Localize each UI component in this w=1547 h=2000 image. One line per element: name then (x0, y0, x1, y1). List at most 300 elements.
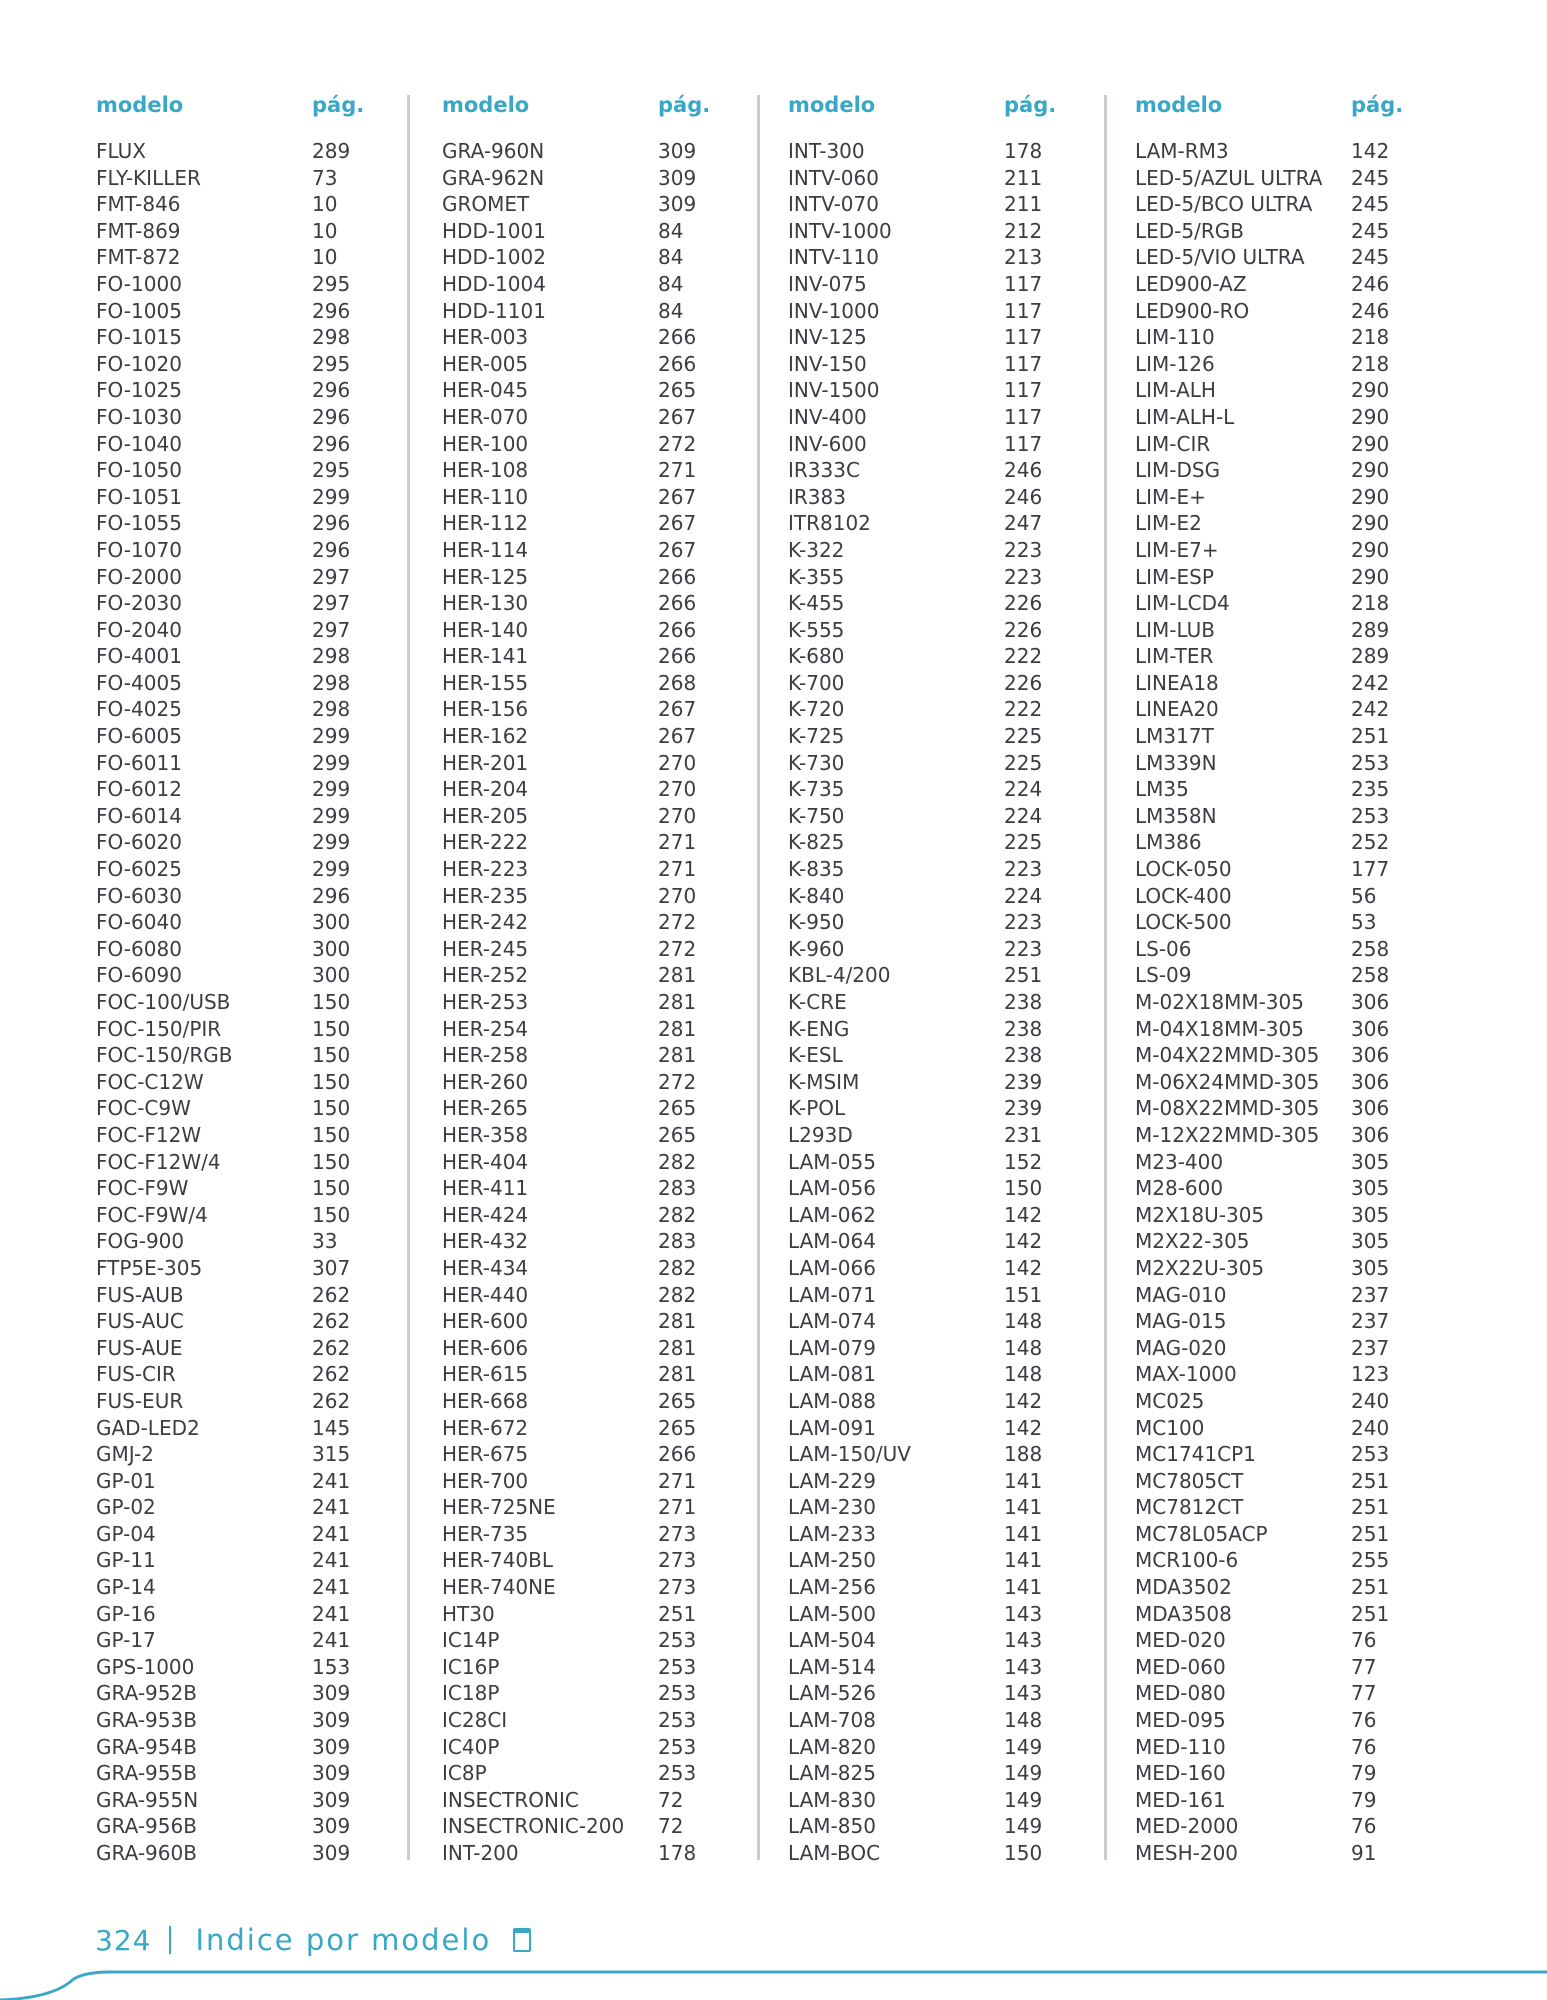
index-row (96, 564, 396, 591)
page-ref: 56 (1351, 883, 1377, 908)
index-row (1135, 271, 1435, 298)
index-row (788, 936, 1088, 963)
model-code: HER-125 (442, 564, 529, 589)
index-row (1135, 909, 1435, 936)
model-code: M-04X18MM-305 (1135, 1016, 1304, 1041)
index-row (442, 989, 742, 1016)
index-row (96, 457, 396, 484)
model-code: IC14P (442, 1628, 500, 1653)
model-code: FO-1020 (96, 351, 182, 376)
index-row (96, 537, 396, 564)
model-code: IC16P (442, 1654, 500, 1679)
index-row (788, 829, 1088, 856)
model-code: LED-5/AZUL ULTRA (1135, 165, 1323, 190)
index-column-4 (1135, 88, 1435, 1865)
index-row (442, 670, 742, 697)
index-row (96, 962, 396, 989)
model-code: ITR8102 (788, 511, 871, 536)
page-ref: 237 (1351, 1309, 1390, 1334)
index-row (96, 1574, 396, 1601)
index-row (96, 696, 396, 723)
page-ref: 281 (658, 1362, 697, 1387)
index-row (442, 1787, 742, 1814)
index-row (1135, 1069, 1435, 1096)
page-ref: 251 (1351, 1601, 1390, 1626)
index-row (1135, 244, 1435, 271)
model-code: LIM-110 (1135, 325, 1215, 350)
model-code: LAM-BOC (788, 1841, 881, 1865)
index-row (788, 1441, 1088, 1468)
index-row (1135, 1361, 1435, 1388)
page-ref: 177 (1351, 857, 1390, 882)
model-code: LAM-250 (788, 1548, 876, 1573)
index-row (788, 244, 1088, 271)
model-code: M-06X24MMD-305 (1135, 1069, 1320, 1094)
index-row (96, 617, 396, 644)
page-ref: 72 (658, 1787, 684, 1812)
page-ref: 270 (658, 777, 697, 802)
page-ref: 211 (1004, 165, 1043, 190)
index-row (1135, 1601, 1435, 1628)
model-code: FO-6040 (96, 910, 182, 935)
index-row (1135, 829, 1435, 856)
model-code: LOCK-400 (1135, 883, 1232, 908)
page-ref: 282 (658, 1202, 697, 1227)
page-ref: 141 (1004, 1468, 1043, 1493)
page-ref: 240 (1351, 1415, 1390, 1440)
model-header: modelo (96, 93, 184, 117)
index-row (96, 1228, 396, 1255)
model-code: HER-108 (442, 458, 529, 483)
model-code: MAG-015 (1135, 1309, 1227, 1334)
page-ref: 298 (312, 670, 351, 695)
model-code: K-725 (788, 724, 845, 749)
model-code: HER-205 (442, 803, 529, 828)
page-ref: 150 (312, 1122, 351, 1147)
model-code: LS-06 (1135, 936, 1192, 961)
index-row (788, 218, 1088, 245)
page-ref: 245 (1351, 218, 1390, 243)
page-ref: 305 (1351, 1176, 1390, 1201)
model-code: LM386 (1135, 830, 1202, 855)
page-ref: 141 (1004, 1495, 1043, 1520)
model-code: LIM-LUB (1135, 617, 1216, 642)
page-ref: 281 (658, 1016, 697, 1041)
index-row (788, 750, 1088, 777)
model-code: FOC-F12W (96, 1122, 202, 1147)
index-row (442, 1494, 742, 1521)
page-ref: 241 (312, 1521, 351, 1546)
index-row (96, 377, 396, 404)
model-code: FOC-C9W (96, 1096, 191, 1121)
model-code: FO-6030 (96, 883, 182, 908)
page-ref: 266 (658, 591, 697, 616)
page-ref: 267 (658, 537, 697, 562)
page-ref: 299 (312, 830, 351, 855)
index-list (788, 138, 1088, 1867)
model-code: M2X18U-305 (1135, 1202, 1265, 1227)
index-row (96, 271, 396, 298)
page-ref: 290 (1351, 564, 1390, 589)
page-ref: 84 (658, 245, 684, 270)
model-code: LAM-091 (788, 1415, 876, 1440)
model-code: MC7805CT (1135, 1468, 1244, 1493)
model-code: K-840 (788, 883, 845, 908)
model-code: FO-6080 (96, 936, 182, 961)
model-code: LM358N (1135, 803, 1217, 828)
index-row (442, 909, 742, 936)
page-ref: 117 (1004, 298, 1043, 323)
model-code: HER-725NE (442, 1495, 556, 1520)
index-row (442, 244, 742, 271)
index-row (96, 1468, 396, 1495)
index-row (442, 1840, 742, 1867)
page-ref: 251 (1351, 1575, 1390, 1600)
page-ref: 297 (312, 564, 351, 589)
page-ref: 305 (1351, 1229, 1390, 1254)
model-code: K-POL (788, 1096, 846, 1121)
model-code: LIM-LCD4 (1135, 591, 1230, 616)
page-footer (95, 1920, 531, 1960)
model-code: HER-434 (442, 1255, 529, 1280)
page-ref: 267 (658, 484, 697, 509)
index-row (1135, 1016, 1435, 1043)
page-ref: 150 (312, 1016, 351, 1041)
index-row (788, 1521, 1088, 1548)
model-code: LAM-088 (788, 1388, 876, 1413)
index-row (1135, 1122, 1435, 1149)
model-code: FO-6025 (96, 857, 182, 882)
model-code: GP-04 (96, 1521, 156, 1546)
model-code: INTV-1000 (788, 218, 892, 243)
index-row (1135, 1840, 1435, 1867)
model-code: INV-400 (788, 404, 867, 429)
index-row (788, 643, 1088, 670)
model-code: GROMET (442, 192, 530, 217)
index-row (788, 1016, 1088, 1043)
page-ref: 300 (312, 963, 351, 988)
index-row (788, 1042, 1088, 1069)
page-ref: 296 (312, 298, 351, 323)
index-row (788, 1335, 1088, 1362)
index-row (96, 750, 396, 777)
page-ref: 300 (312, 910, 351, 935)
index-row (1135, 1228, 1435, 1255)
model-code: INSECTRONIC-200 (442, 1814, 625, 1839)
index-row (96, 191, 396, 218)
index-row (96, 1813, 396, 1840)
page-ref: 290 (1351, 484, 1390, 509)
index-row (442, 1654, 742, 1681)
model-code: KBL-4/200 (788, 963, 891, 988)
page-ref: 235 (1351, 777, 1390, 802)
page-ref: 295 (312, 351, 351, 376)
index-row (1135, 377, 1435, 404)
model-code: K-ENG (788, 1016, 850, 1041)
model-code: HDD-1001 (442, 218, 546, 243)
page-ref: 231 (1004, 1122, 1043, 1147)
page-ref: 307 (312, 1255, 351, 1280)
page-ref: 213 (1004, 245, 1043, 270)
model-code: K-730 (788, 750, 845, 775)
page-ref: 290 (1351, 431, 1390, 456)
model-code: LAM-062 (788, 1202, 876, 1227)
page-ref: 251 (1351, 1521, 1390, 1546)
model-code: HER-668 (442, 1388, 529, 1413)
model-code: LAM-500 (788, 1601, 876, 1626)
index-row (1135, 1494, 1435, 1521)
page-ref: 289 (312, 139, 351, 163)
model-code: HER-432 (442, 1229, 529, 1254)
page-ref: 239 (1004, 1096, 1043, 1121)
page-ref: 258 (1351, 963, 1390, 988)
index-row (96, 776, 396, 803)
index-row (1135, 1042, 1435, 1069)
index-row (788, 404, 1088, 431)
page-ref: 299 (312, 484, 351, 509)
model-code: FO-1025 (96, 378, 182, 403)
model-code: K-735 (788, 777, 845, 802)
model-code: MED-110 (1135, 1734, 1226, 1759)
index-row (788, 1255, 1088, 1282)
index-column-2 (442, 88, 742, 1865)
index-row (96, 484, 396, 511)
page-ref: 73 (312, 165, 338, 190)
page-ref: 251 (1351, 1468, 1390, 1493)
index-row (96, 670, 396, 697)
model-code: HER-223 (442, 857, 529, 882)
page-ref: 290 (1351, 404, 1390, 429)
model-code: LED-5/BCO ULTRA (1135, 192, 1313, 217)
page-ref: 251 (1351, 724, 1390, 749)
page-ref: 253 (1351, 750, 1390, 775)
page-ref: 305 (1351, 1149, 1390, 1174)
model-code: LAM-504 (788, 1628, 876, 1653)
page-ref: 300 (312, 936, 351, 961)
page-ref: 241 (312, 1468, 351, 1493)
page-ref: 33 (312, 1229, 338, 1254)
page-ref: 141 (1004, 1521, 1043, 1546)
model-code: FO-2000 (96, 564, 182, 589)
model-code: LM317T (1135, 724, 1214, 749)
column-header (442, 88, 742, 126)
footer-wave-line (0, 1960, 1547, 2000)
model-code: GP-11 (96, 1548, 156, 1573)
index-row (788, 1680, 1088, 1707)
index-row (788, 1415, 1088, 1442)
page-ref: 76 (1351, 1734, 1377, 1759)
model-code: INV-125 (788, 325, 867, 350)
page-ref: 149 (1004, 1787, 1043, 1812)
model-code: FO-4025 (96, 697, 182, 722)
page-ref: 148 (1004, 1309, 1043, 1334)
page-ref: 266 (658, 644, 697, 669)
index-row (788, 1282, 1088, 1309)
model-code: FO-6020 (96, 830, 182, 855)
page-ref: 309 (312, 1841, 351, 1865)
model-code: LAM-233 (788, 1521, 876, 1546)
page-ref: 211 (1004, 192, 1043, 217)
model-code: MED-020 (1135, 1628, 1226, 1653)
model-code: HER-735 (442, 1521, 529, 1546)
page-ref: 309 (312, 1734, 351, 1759)
model-code: MCR100-6 (1135, 1548, 1239, 1573)
model-code: FO-6011 (96, 750, 182, 775)
index-row (96, 856, 396, 883)
index-row (788, 1707, 1088, 1734)
model-code: FO-1040 (96, 431, 182, 456)
index-row (442, 1282, 742, 1309)
index-row (96, 1601, 396, 1628)
index-row (442, 1813, 742, 1840)
model-code: INTV-060 (788, 165, 879, 190)
index-row (442, 1547, 742, 1574)
index-row (1135, 1654, 1435, 1681)
index-row (1135, 1787, 1435, 1814)
index-row (1135, 1680, 1435, 1707)
index-row (96, 298, 396, 325)
index-row (788, 1228, 1088, 1255)
model-code: MDA3508 (1135, 1601, 1232, 1626)
model-code: FO-1051 (96, 484, 182, 509)
model-code: HER-100 (442, 431, 529, 456)
model-code: LAM-514 (788, 1654, 876, 1679)
page-ref: 238 (1004, 1043, 1043, 1068)
model-code: FO-1030 (96, 404, 182, 429)
index-row (788, 1069, 1088, 1096)
index-row (442, 590, 742, 617)
index-row (788, 1122, 1088, 1149)
index-row (96, 723, 396, 750)
index-row (96, 936, 396, 963)
page-number: 324 (95, 1923, 152, 1957)
page-ref: 77 (1351, 1681, 1377, 1706)
model-code: LAM-830 (788, 1787, 876, 1812)
index-row (1135, 191, 1435, 218)
page-ref: 151 (1004, 1282, 1043, 1307)
model-code: MED-2000 (1135, 1814, 1239, 1839)
index-row (1135, 1282, 1435, 1309)
model-code: INV-075 (788, 271, 867, 296)
index-row (788, 1494, 1088, 1521)
index-row (1135, 617, 1435, 644)
index-row (1135, 1415, 1435, 1442)
model-code: K-MSIM (788, 1069, 860, 1094)
model-code: LAM-150/UV (788, 1442, 911, 1467)
page-ref: 76 (1351, 1814, 1377, 1839)
model-code: LOCK-050 (1135, 857, 1232, 882)
model-code: M28-600 (1135, 1176, 1224, 1201)
model-code: K-750 (788, 803, 845, 828)
index-row (1135, 856, 1435, 883)
page-ref: 281 (658, 990, 697, 1014)
index-row (96, 1388, 396, 1415)
index-row (96, 643, 396, 670)
index-row (442, 776, 742, 803)
index-row (442, 856, 742, 883)
page-ref: 253 (658, 1708, 697, 1733)
index-row (1135, 1760, 1435, 1787)
index-row (442, 883, 742, 910)
page-ref: 218 (1351, 351, 1390, 376)
page-ref: 253 (1351, 1442, 1390, 1467)
model-code: M-12X22MMD-305 (1135, 1122, 1320, 1147)
index-row (1135, 351, 1435, 378)
model-code: LAM-071 (788, 1282, 876, 1307)
page-header: pág. (1351, 93, 1404, 117)
index-row (788, 1361, 1088, 1388)
page-ref: 237 (1351, 1282, 1390, 1307)
page-ref: 152 (1004, 1149, 1043, 1174)
page-ref: 309 (312, 1761, 351, 1786)
page-ref: 10 (312, 218, 338, 243)
model-code: LAM-055 (788, 1149, 876, 1174)
index-row (1135, 1255, 1435, 1282)
page-ref: 272 (658, 431, 697, 456)
index-row (1135, 138, 1435, 165)
page-ref: 273 (658, 1548, 697, 1573)
model-code: GRA-954B (96, 1734, 197, 1759)
page-ref: 271 (658, 830, 697, 855)
index-row (1135, 298, 1435, 325)
index-row (442, 1069, 742, 1096)
model-code: LIM-DSG (1135, 458, 1221, 483)
model-code: FOC-150/RGB (96, 1043, 233, 1068)
index-row (442, 404, 742, 431)
model-code: HER-110 (442, 484, 529, 509)
page-ref: 238 (1004, 1016, 1043, 1041)
index-row (1135, 484, 1435, 511)
page-ref: 223 (1004, 857, 1043, 882)
model-code: LAM-825 (788, 1761, 876, 1786)
model-code: LAM-850 (788, 1814, 876, 1839)
index-row (788, 1149, 1088, 1176)
page-ref: 150 (312, 1202, 351, 1227)
index-row (788, 1601, 1088, 1628)
model-code: IC40P (442, 1734, 500, 1759)
index-row (788, 1175, 1088, 1202)
page-ref: 296 (312, 537, 351, 562)
page-ref: 143 (1004, 1681, 1043, 1706)
page-ref: 238 (1004, 990, 1043, 1014)
index-row (442, 1468, 742, 1495)
model-code: HER-235 (442, 883, 529, 908)
model-code: K-720 (788, 697, 845, 722)
page-ref: 262 (312, 1335, 351, 1360)
page-ref: 262 (312, 1309, 351, 1334)
model-code: FMT-846 (96, 192, 181, 217)
index-row (1135, 1547, 1435, 1574)
model-code: GRA-955B (96, 1761, 197, 1786)
index-row (442, 191, 742, 218)
index-row (1135, 643, 1435, 670)
page-ref: 273 (658, 1521, 697, 1546)
index-row (788, 351, 1088, 378)
model-code: HER-114 (442, 537, 529, 562)
page-ref: 265 (658, 1388, 697, 1413)
index-row (788, 1388, 1088, 1415)
model-code: HER-003 (442, 325, 529, 350)
model-code: LS-09 (1135, 963, 1192, 988)
model-code: HER-112 (442, 511, 529, 536)
model-code: HER-162 (442, 724, 529, 749)
index-row (1135, 1149, 1435, 1176)
model-code: MC100 (1135, 1415, 1205, 1440)
page-ref: 290 (1351, 511, 1390, 536)
page-ref: 282 (658, 1149, 697, 1174)
page-ref: 212 (1004, 218, 1043, 243)
page-ref: 266 (658, 617, 697, 642)
